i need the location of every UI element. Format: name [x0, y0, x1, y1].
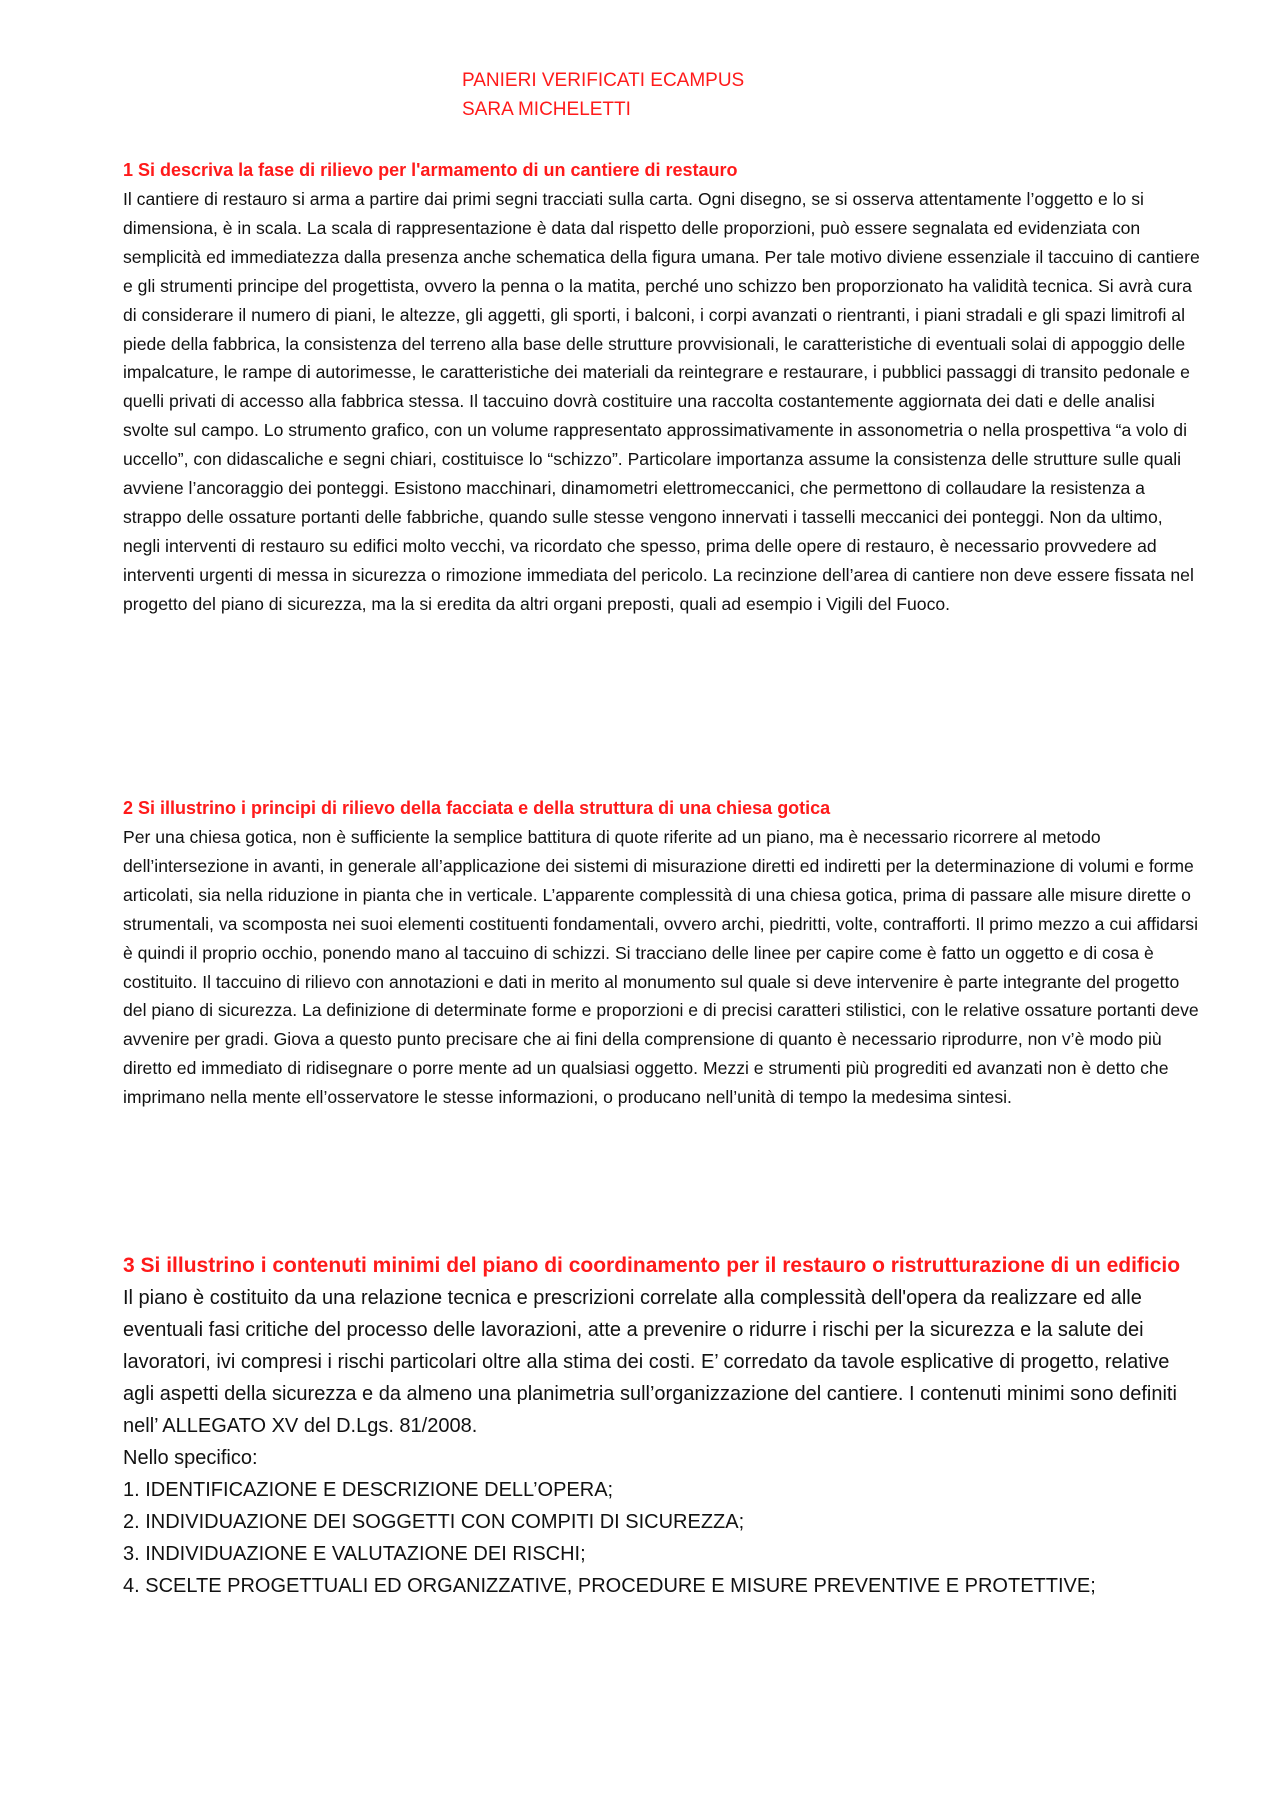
header-author: SARA MICHELETTI	[462, 99, 631, 120]
section-3	[123, 1250, 1203, 1602]
contents-list	[123, 1474, 1203, 1602]
section-1-heading: 1 Si descriva la fase di rilievo per l'armamento di un cantiere di restauro	[123, 160, 738, 180]
list-item: 1. IDENTIFICAZIONE E DESCRIZIONE DELL’OPERA;	[123, 1479, 614, 1501]
section-3-heading: 3 Si illustrino i contenuti minimi del piano di coordinamento per il restauro o ristrutturazione di un edificio	[123, 1254, 1181, 1277]
section-3-body: Il piano è costituito da una relazione tecnica e prescrizioni correlate alla complessità dell'opera da realizzare ed alle eventuali fasi critiche del processo delle lavorazioni, atte a prevenire o ridurre i rischi per la sicurezza e la salute dei lavoratori, ivi compresi i rischi particolari oltre alla stima dei costi. E’ corredato da tavole esplicative di progetto, relative agli aspetti della sicurezza e da almeno una planimetria sull’organizzazione del cantiere. I contenuti minimi sono definiti nell’ ALLEGATO XV del D.Lgs. 81/2008.	[123, 1287, 1177, 1437]
section-2	[123, 794, 1203, 1112]
header-title: PANIERI VERIFICATI ECAMPUS	[462, 70, 745, 91]
section-3-intro: Nello specifico:	[123, 1447, 258, 1469]
section-2-heading: 2 Si illustrino i principi di rilievo della facciata e della struttura di una chiesa gotica	[123, 798, 831, 818]
section-2-body: Per una chiesa gotica, non è sufficiente la semplice battitura di quote riferite ad un piano, ma è necessario ricorrere al metodo dell’intersezione in avanti, in generale all’applicazione dei sistemi di misurazione diretti ed indiretti per la determinazione di volumi e forme articolati, sia nella riduzione in pianta che in verticale. L’apparente complessità di una chiesa gotica, prima di passare alle misure dirette o strumentali, va scomposta nei suoi elementi costituenti fondamentali, ovvero archi, piedritti, volte, contrafforti. Il primo mezzo a cui affidarsi è quindi il proprio occhio, ponendo mano al taccuino di schizzi. Si tracciano delle linee per capire come è fatto un oggetto e di cosa è costituito. Il taccuino di rilievo con annotazioni e dati in merito al monumento sul quale si deve intervenire è parte integrante del progetto del piano di sicurezza. La definizione di determinate forme e proporzioni e di precisi caratteri stilistici, con le relative ossature portanti deve avvenire per gradi. Giova a questo punto precisare che ai fini della comprensione di quanto è necessario riprodurre, non v’è modo più diretto ed immediato di ridisegnare o porre mente ad un qualsiasi oggetto. Mezzi e strumenti più progrediti ed avanzati non è detto che imprimano nella mente ell’osservatore le stesse informazioni, o producano nell’unità di tempo la medesima sintesi.	[123, 827, 1199, 1108]
list-item: 3. INDIVIDUAZIONE E VALUTAZIONE DEI RISCHI;	[123, 1543, 586, 1565]
list-item: 4. SCELTE PROGETTUALI ED ORGANIZZATIVE, PROCEDURE E MISURE PREVENTIVE E PROTETTIVE;	[123, 1575, 1096, 1597]
section-1	[123, 156, 1203, 619]
section-1-body: Il cantiere di restauro si arma a partire dai primi segni tracciati sulla carta. Ogni disegno, se si osserva attentamente l’oggetto e lo si dimensiona, è in scala. La scala di rappresentazione è data dal rispetto delle proporzioni, può essere segnalata ed evidenziata con semplicità ed immediatezza dalla presenza anche schematica della figura umana. Per tale motivo diviene essenziale il taccuino di cantiere e gli strumenti principe del progettista, ovvero la penna o la matita, perché uno schizzo ben proporzionato ha validità tecnica. Si avrà cura di considerare il numero di piani, le altezze, gli aggetti, gli sporti, i balconi, i corpi avanzati o rientranti, i piani stradali e gli spazi limitrofi al piede della fabbrica, la consistenza del terreno alla base delle strutture provvisionali, le caratteristiche di eventuali solai di appoggio delle impalcature, le rampe di autorimesse, le caratteristiche dei materiali da reintegrare e restaurare, i pubblici passaggi di transito pedonale e quelli privati di accesso alla fabbrica stessa. Il taccuino dovrà costituire una raccolta costantemente aggiornata dei dati e delle analisi svolte sul campo. Lo strumento grafico, con un volume rappresentato approssimativamente in assonometria o nella prospettiva “a volo di uccello”, con didascaliche e segni chiari, costituisce lo “schizzo”. Particolare importanza assume la consistenza delle strutture sulle quali avviene l’ancoraggio dei ponteggi. Esistono macchinari, dinamometri elettromeccanici, che permettono di collaudare la resistenza a strappo delle ossature portanti delle fabbriche, quando sulle stesse vengono innervati i tasselli meccanici dei ponteggi. Non da ultimo, negli interventi di restauro su edifici molto vecchi, va ricordato che spesso, prima delle opere di restauro, è necessario provvedere ad interventi urgenti di messa in sicurezza o rimozione immediata del pericolo. La recinzione dell’area di cantiere non deve essere fissata nel progetto del piano di sicurezza, ma la si eredita da altri organi preposti, quali ad esempio i Vigili del Fuoco.	[123, 189, 1200, 614]
document-header	[462, 66, 744, 124]
list-item: 2. INDIVIDUAZIONE DEI SOGGETTI CON COMPITI DI SICUREZZA;	[123, 1511, 745, 1533]
